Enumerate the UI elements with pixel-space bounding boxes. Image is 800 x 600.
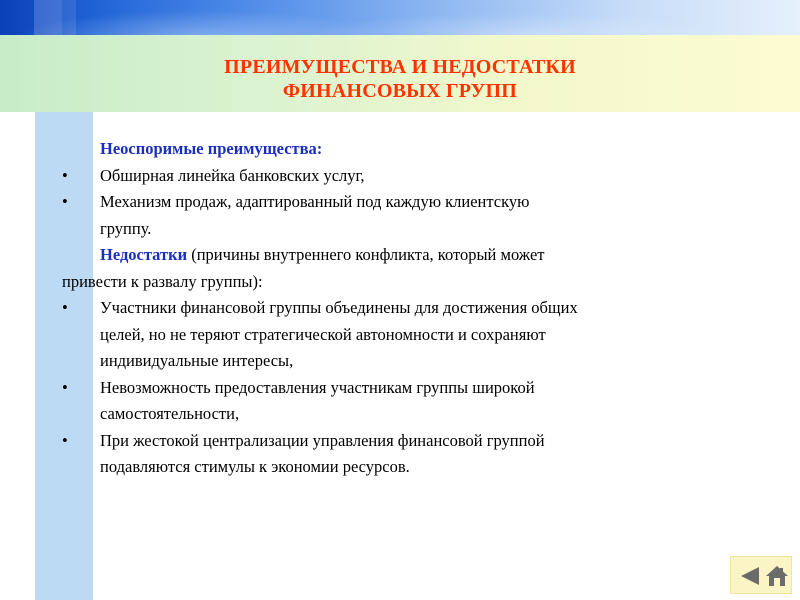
list-item [62, 375, 762, 428]
list-item-continuation: группу. [100, 218, 152, 238]
disadvantages-heading-rest: (причины внутреннего конфликта, который может [187, 245, 545, 264]
list-item-text: самостоятельности, [100, 404, 240, 423]
header-decor-square [34, 0, 62, 35]
header-wave [0, 0, 800, 35]
list-item-text: Участники финансовой группы объединены для достижения общих [100, 298, 578, 317]
slide-title-line-2: ФИНАНСОВЫХ ГРУПП [282, 80, 518, 102]
advantages-heading: Неоспоримые преимущества: [100, 139, 323, 158]
slide-navigation [730, 556, 792, 594]
list-item-text: подавляются стимулы к экономии ресурсов. [100, 457, 410, 476]
list-item [62, 163, 762, 190]
bullet-icon: • [62, 165, 68, 185]
bullet-icon: • [62, 192, 68, 211]
list-item-text: Механизм продаж, адаптированный под каждую клиентскую [100, 192, 530, 211]
list-item [62, 295, 762, 375]
home-icon[interactable] [765, 564, 789, 588]
bullet-icon: • [62, 430, 68, 450]
list-item-text: При жестокой централизации управления финансовой группой [100, 430, 545, 450]
slide-content [62, 136, 762, 481]
header-decor-square [62, 0, 76, 35]
header-strip [0, 0, 800, 35]
disadvantages-heading: Недостатки [100, 245, 188, 264]
disadvantages-heading-line [62, 242, 762, 269]
arrow-left-icon[interactable] [739, 565, 761, 587]
bullet-icon: • [62, 298, 68, 317]
list-item-text: Невозможность предоставления участникам группы широкой [100, 377, 535, 397]
disadvantages-heading-continuation: привести к развалу группы): [62, 271, 263, 291]
list-item-text: Обширная линейка банковских услуг, [100, 165, 365, 185]
list-item-text: индивидуальные интересы, [100, 351, 294, 370]
slide-title-line-1: ПРЕИМУЩЕСТВА И НЕДОСТАТКИ [224, 56, 576, 78]
list-item-text: целей, но не теряют стратегической автономности и сохраняют [100, 324, 546, 344]
slide-title [140, 55, 660, 103]
bullet-icon: • [62, 377, 68, 397]
list-item [62, 428, 762, 481]
list-item [62, 189, 762, 216]
